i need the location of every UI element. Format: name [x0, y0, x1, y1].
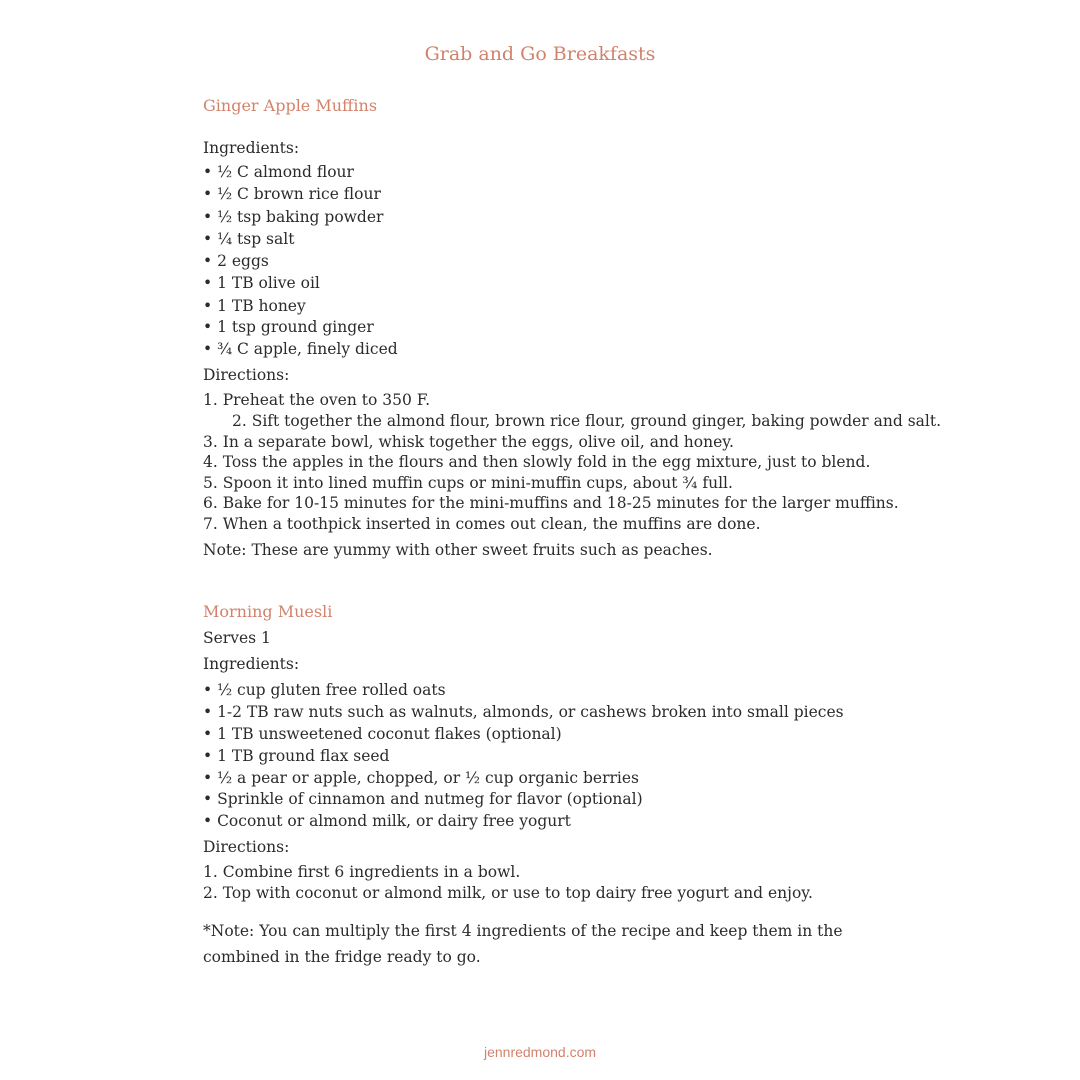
list-item: • Coconut or almond milk, or dairy free yogurt	[203, 812, 571, 830]
list-item: • ½ cup gluten free rolled oats	[203, 681, 446, 699]
recipe-title-muesli: Morning Muesli	[203, 602, 333, 621]
ingredients-label: Ingredients:	[203, 139, 300, 157]
direction-step: 3. In a separate bowl, whisk together the eggs, olive oil, and honey.	[203, 433, 734, 451]
list-item: • Sprinkle of cinnamon and nutmeg for flavor (optional)	[203, 790, 643, 808]
directions-label: Directions:	[203, 366, 290, 384]
footer-link[interactable]: jennredmond.com	[483, 1044, 597, 1060]
list-item: • 2 eggs	[203, 252, 269, 270]
page-title: Grab and Go Breakfasts	[424, 43, 656, 65]
direction-step: 2. Sift together the almond flour, brown rice flour, ground ginger, baking powder and salt.	[232, 412, 942, 430]
serves-text: Serves 1	[203, 629, 271, 647]
list-item: • ¾ C apple, finely diced	[203, 340, 398, 358]
list-item: • 1 TB unsweetened coconut flakes (optional)	[203, 725, 562, 743]
list-item: • ¼ tsp salt	[203, 230, 295, 248]
direction-step: 2. Top with coconut or almond milk, or use to top dairy free yogurt and enjoy.	[203, 884, 813, 902]
recipe-title-muffins: Ginger Apple Muffins	[203, 96, 378, 115]
list-item: • ½ tsp baking powder	[203, 208, 384, 226]
list-item: • 1 TB olive oil	[203, 274, 320, 292]
list-item: • 1 tsp ground ginger	[203, 318, 374, 336]
ingredients-label: Ingredients:	[203, 655, 300, 673]
direction-step: 1. Preheat the oven to 350 F.	[203, 391, 431, 409]
list-item: • ½ C brown rice flour	[203, 185, 381, 203]
list-item: • 1 TB ground flax seed	[203, 747, 390, 765]
recipe-note: Note: These are yummy with other sweet fruits such as peaches.	[203, 541, 713, 559]
recipe-note: *Note: You can multiply the first 4 ingredients of the recipe and keep them in the combined in the fridge ready to go.	[203, 922, 843, 966]
direction-step: 6. Bake for 10-15 minutes for the mini-muffins and 18-25 minutes for the larger muffins.	[203, 494, 899, 512]
list-item: • ½ C almond flour	[203, 163, 354, 181]
directions-label: Directions:	[203, 838, 290, 856]
direction-step: 1. Combine first 6 ingredients in a bowl.	[203, 863, 521, 881]
direction-step: 7. When a toothpick inserted in comes out clean, the muffins are done.	[203, 515, 761, 533]
direction-step: 5. Spoon it into lined muffin cups or mini-muffin cups, about ¾ full.	[203, 474, 733, 492]
list-item: • 1-2 TB raw nuts such as walnuts, almonds, or cashews broken into small pieces	[203, 703, 844, 721]
list-item: • 1 TB honey	[203, 297, 306, 315]
list-item: • ½ a pear or apple, chopped, or ½ cup organic berries	[203, 769, 639, 787]
direction-step: 4. Toss the apples in the flours and then slowly fold in the egg mixture, just to blend.	[203, 453, 871, 471]
